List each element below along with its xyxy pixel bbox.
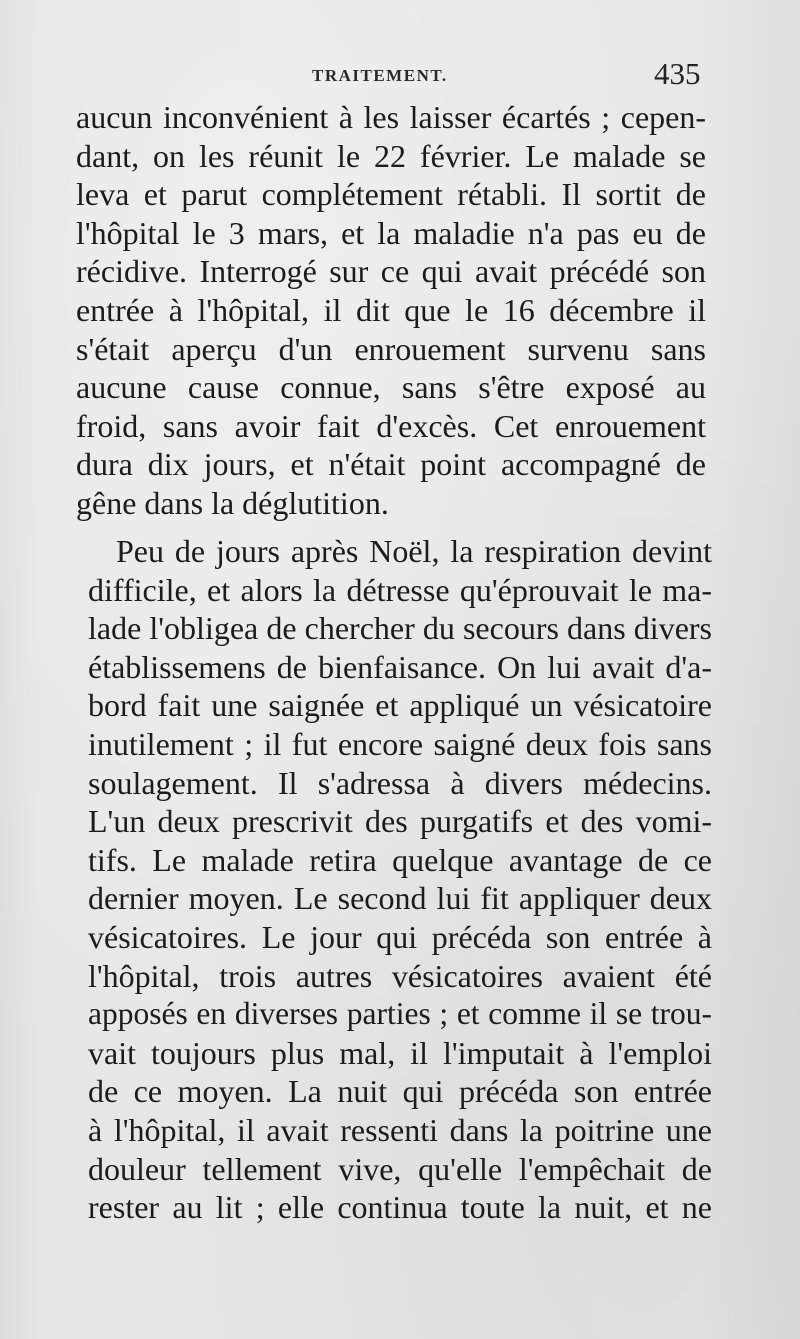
text-line: lade l'obligea de chercher du secours dans divers bbox=[88, 610, 712, 647]
page-number: 435 bbox=[654, 56, 701, 91]
text-line: dura dix jours, et n'était point accompagné de bbox=[76, 446, 706, 483]
text-line: rester au lit ; elle continua toute la nuit, et ne bbox=[88, 1189, 712, 1226]
text-line: leva et parut complétement rétabli. Il sortit de bbox=[76, 176, 706, 213]
text-line: aucun inconvénient à les laisser écartés ; cepen- bbox=[76, 99, 706, 135]
text-line: s'était aperçu d'un enrouement survenu sans bbox=[76, 330, 706, 367]
text-line: à l'hôpital, il avait ressenti dans la poitrine une bbox=[88, 1111, 712, 1148]
text-line: gêne dans la déglutition. bbox=[76, 484, 389, 521]
running-title: TRAITEMENT. bbox=[312, 66, 448, 85]
text-line: soulagement. Il s'adressa à divers médecins. bbox=[88, 764, 712, 801]
text-line: l'hôpital, trois autres vésicatoires avaient été bbox=[88, 957, 712, 994]
text-line: tifs. Le malade retira quelque avantage de ce bbox=[88, 841, 712, 878]
text-line: apposés en diverses parties ; et comme il se trou- bbox=[88, 996, 712, 1032]
text-line: de ce moyen. La nuit qui précéda son entrée bbox=[88, 1073, 712, 1110]
text-line: récidive. Interrogé sur ce qui avait précédé son bbox=[76, 253, 706, 290]
text-line: vésicatoires. Le jour qui précéda son entrée à bbox=[88, 918, 712, 955]
text-line: L'un deux prescrivit des purgatifs et des vomi- bbox=[88, 803, 712, 840]
text-line: difficile, et alors la détresse qu'éprouvait le ma- bbox=[88, 571, 712, 608]
paragraph-2 bbox=[88, 532, 712, 1227]
text-line: vait toujours plus mal, il l'imputait à l'emploi bbox=[88, 1034, 712, 1071]
text-line: aucune cause connue, sans s'être exposé au bbox=[76, 369, 706, 406]
text-line: entrée à l'hôpital, il dit que le 16 décembre il bbox=[76, 291, 706, 328]
text-line: bord fait une saignée et appliqué un vésicatoire bbox=[88, 687, 712, 724]
text-line: froid, sans avoir fait d'excès. Cet enrouement bbox=[76, 407, 706, 444]
text-line: Peu de jours après Noël, la respiration devint bbox=[116, 533, 712, 569]
text-line: dant, on les réunit le 22 février. Le malade se bbox=[76, 137, 706, 174]
text-line: établissemens de bienfaisance. On lui avait d'a- bbox=[88, 648, 712, 685]
running-head bbox=[0, 56, 800, 96]
paragraph-1 bbox=[76, 98, 706, 523]
text-line: l'hôpital le 3 mars, et la maladie n'a pas eu de bbox=[76, 214, 706, 251]
text-line: douleur tellement vive, qu'elle l'empêchait de bbox=[88, 1150, 712, 1187]
text-line: dernier moyen. Le second lui fit appliquer deux bbox=[88, 880, 712, 917]
text-line: inutilement ; il fut encore saigné deux fois sans bbox=[88, 725, 712, 762]
